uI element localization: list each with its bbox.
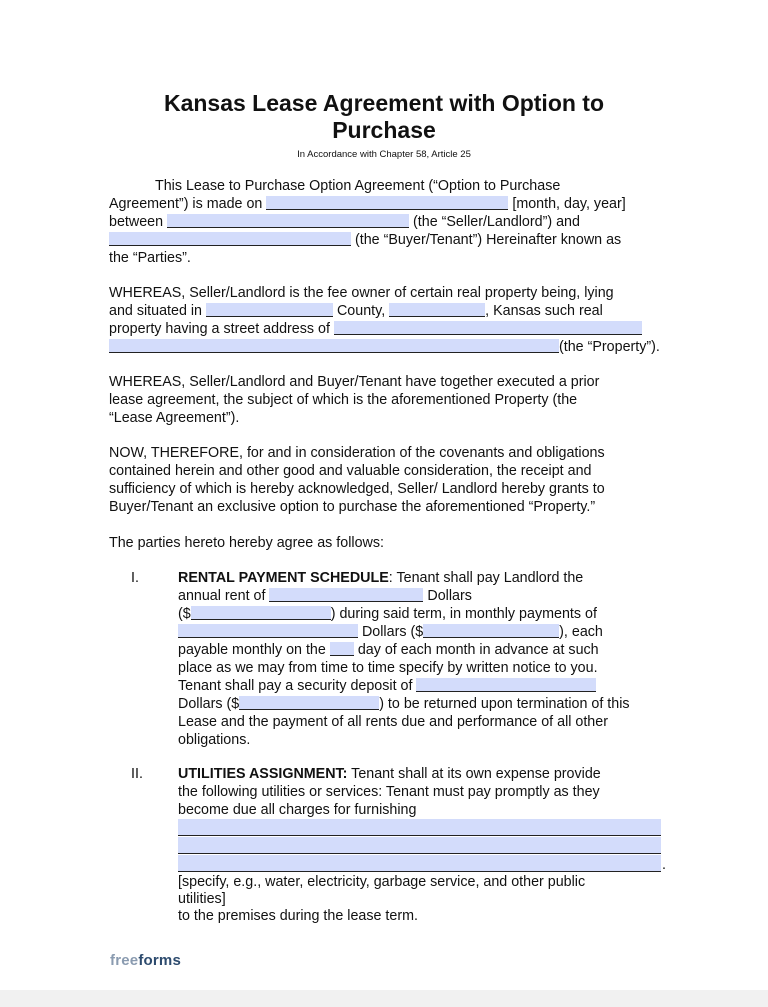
security-deposit-words-field[interactable]	[416, 678, 596, 692]
p1-line-5: the “Parties”.	[109, 250, 191, 266]
monthly-payment-words-field[interactable]	[178, 624, 358, 638]
monthly-payment-amount-field[interactable]	[423, 624, 559, 638]
p2-line-1: WHEREAS, Seller/Landlord is the fee owner of certain real property being, lying	[109, 285, 614, 301]
s2-line-7: [specify, e.g., water, electricity, garbage service, and other public	[178, 874, 586, 890]
s2-line-8: utilities]	[178, 891, 226, 907]
s1-line-4: Dollars ($ ), each	[178, 623, 603, 641]
utilities-field-3[interactable]	[178, 855, 661, 872]
section-2-heading: UTILITIES ASSIGNMENT:	[178, 766, 348, 782]
s1-line-10: obligations.	[178, 732, 251, 748]
freeforms-logo: freeforms	[110, 952, 182, 969]
s1-line-8: Dollars ($ ) to be returned upon termination of this	[178, 696, 630, 712]
s1-line-1: RENTAL PAYMENT SCHEDULE: Tenant shall pay Landlord the	[178, 570, 584, 586]
s1-line-3: ($ ) during said term, in monthly payments of	[178, 606, 597, 622]
seller-landlord-name-field[interactable]	[167, 214, 409, 228]
street-address-field-2[interactable]	[109, 339, 559, 353]
buyer-tenant-name-field[interactable]	[109, 232, 351, 246]
s2-line-2: the following utilities or services: Tenant must pay promptly as they	[178, 784, 600, 800]
p1-line-2: Agreement”) is made on [month, day, year]	[109, 196, 626, 212]
page-bottom-band	[0, 990, 768, 1007]
section-1-number: I.	[131, 570, 139, 586]
s1-line-9: Lease and the payment of all rents due and performance of all other	[178, 714, 608, 730]
utilities-field-2[interactable]	[178, 837, 661, 854]
document-title	[0, 90, 768, 144]
p1-line-4: (the “Buyer/Tenant”) Hereinafter known as	[109, 231, 621, 249]
p2-line-4: (the “Property”).	[109, 338, 660, 356]
s1-line-6: place as we may from time to time specify by written notice to you.	[178, 660, 598, 676]
p5-line-1: The parties hereto hereby agree as follows:	[109, 535, 384, 551]
p2-line-2: and situated in County, , Kansas such real	[109, 303, 603, 319]
street-address-field[interactable]	[334, 321, 642, 335]
utilities-field-1[interactable]	[178, 819, 661, 836]
s1-line-7: Tenant shall pay a security deposit of	[178, 677, 596, 695]
p3-line-3: “Lease Agreement”).	[109, 410, 240, 426]
title-line-1: Kansas Lease Agreement with Option to	[163, 90, 605, 116]
s1-line-5: payable monthly on the day of each month in advance at such	[178, 642, 599, 658]
section-1-heading: RENTAL PAYMENT SCHEDULE	[178, 570, 389, 586]
s1-line-2: annual rent of Dollars	[178, 588, 472, 604]
city-field[interactable]	[389, 303, 485, 317]
annual-rent-amount-field[interactable]	[191, 606, 331, 620]
payment-day-field[interactable]	[330, 642, 354, 656]
p4-line-4: Buyer/Tenant an exclusive option to purchase the aforementioned “Property.”	[109, 499, 596, 515]
s2-line-9: to the premises during the lease term.	[178, 908, 418, 924]
p1-line-1: This Lease to Purchase Option Agreement (“Option to Purchase	[155, 178, 561, 194]
p4-line-3: sufficiency of which is hereby acknowledged, Seller/ Landlord hereby grants to	[109, 481, 605, 497]
p2-line-3: property having a street address of	[109, 320, 642, 338]
county-field[interactable]	[206, 303, 333, 317]
p1-line-3: between (the “Seller/Landlord”) and	[109, 214, 580, 230]
s2-line-1: UTILITIES ASSIGNMENT: Tenant shall at its own expense provide	[178, 766, 601, 782]
agreement-date-field[interactable]	[266, 196, 508, 210]
title-line-2: Purchase	[332, 117, 436, 143]
utilities-period: .	[662, 857, 666, 873]
s2-line-3: become due all charges for furnishing	[178, 802, 417, 818]
p3-line-2: lease agreement, the subject of which is the aforementioned Property (the	[109, 392, 578, 408]
security-deposit-amount-field[interactable]	[239, 696, 379, 710]
p4-line-2: contained herein and other good and valuable consideration, the receipt and	[109, 463, 592, 479]
document-subtitle: In Accordance with Chapter 58, Article 25	[297, 149, 471, 160]
annual-rent-words-field[interactable]	[269, 588, 423, 602]
p3-line-1: WHEREAS, Seller/Landlord and Buyer/Tenant have together executed a prior	[109, 374, 600, 390]
section-2-number: II.	[131, 766, 143, 782]
p4-line-1: NOW, THEREFORE, for and in consideration of the covenants and obligations	[109, 445, 605, 461]
